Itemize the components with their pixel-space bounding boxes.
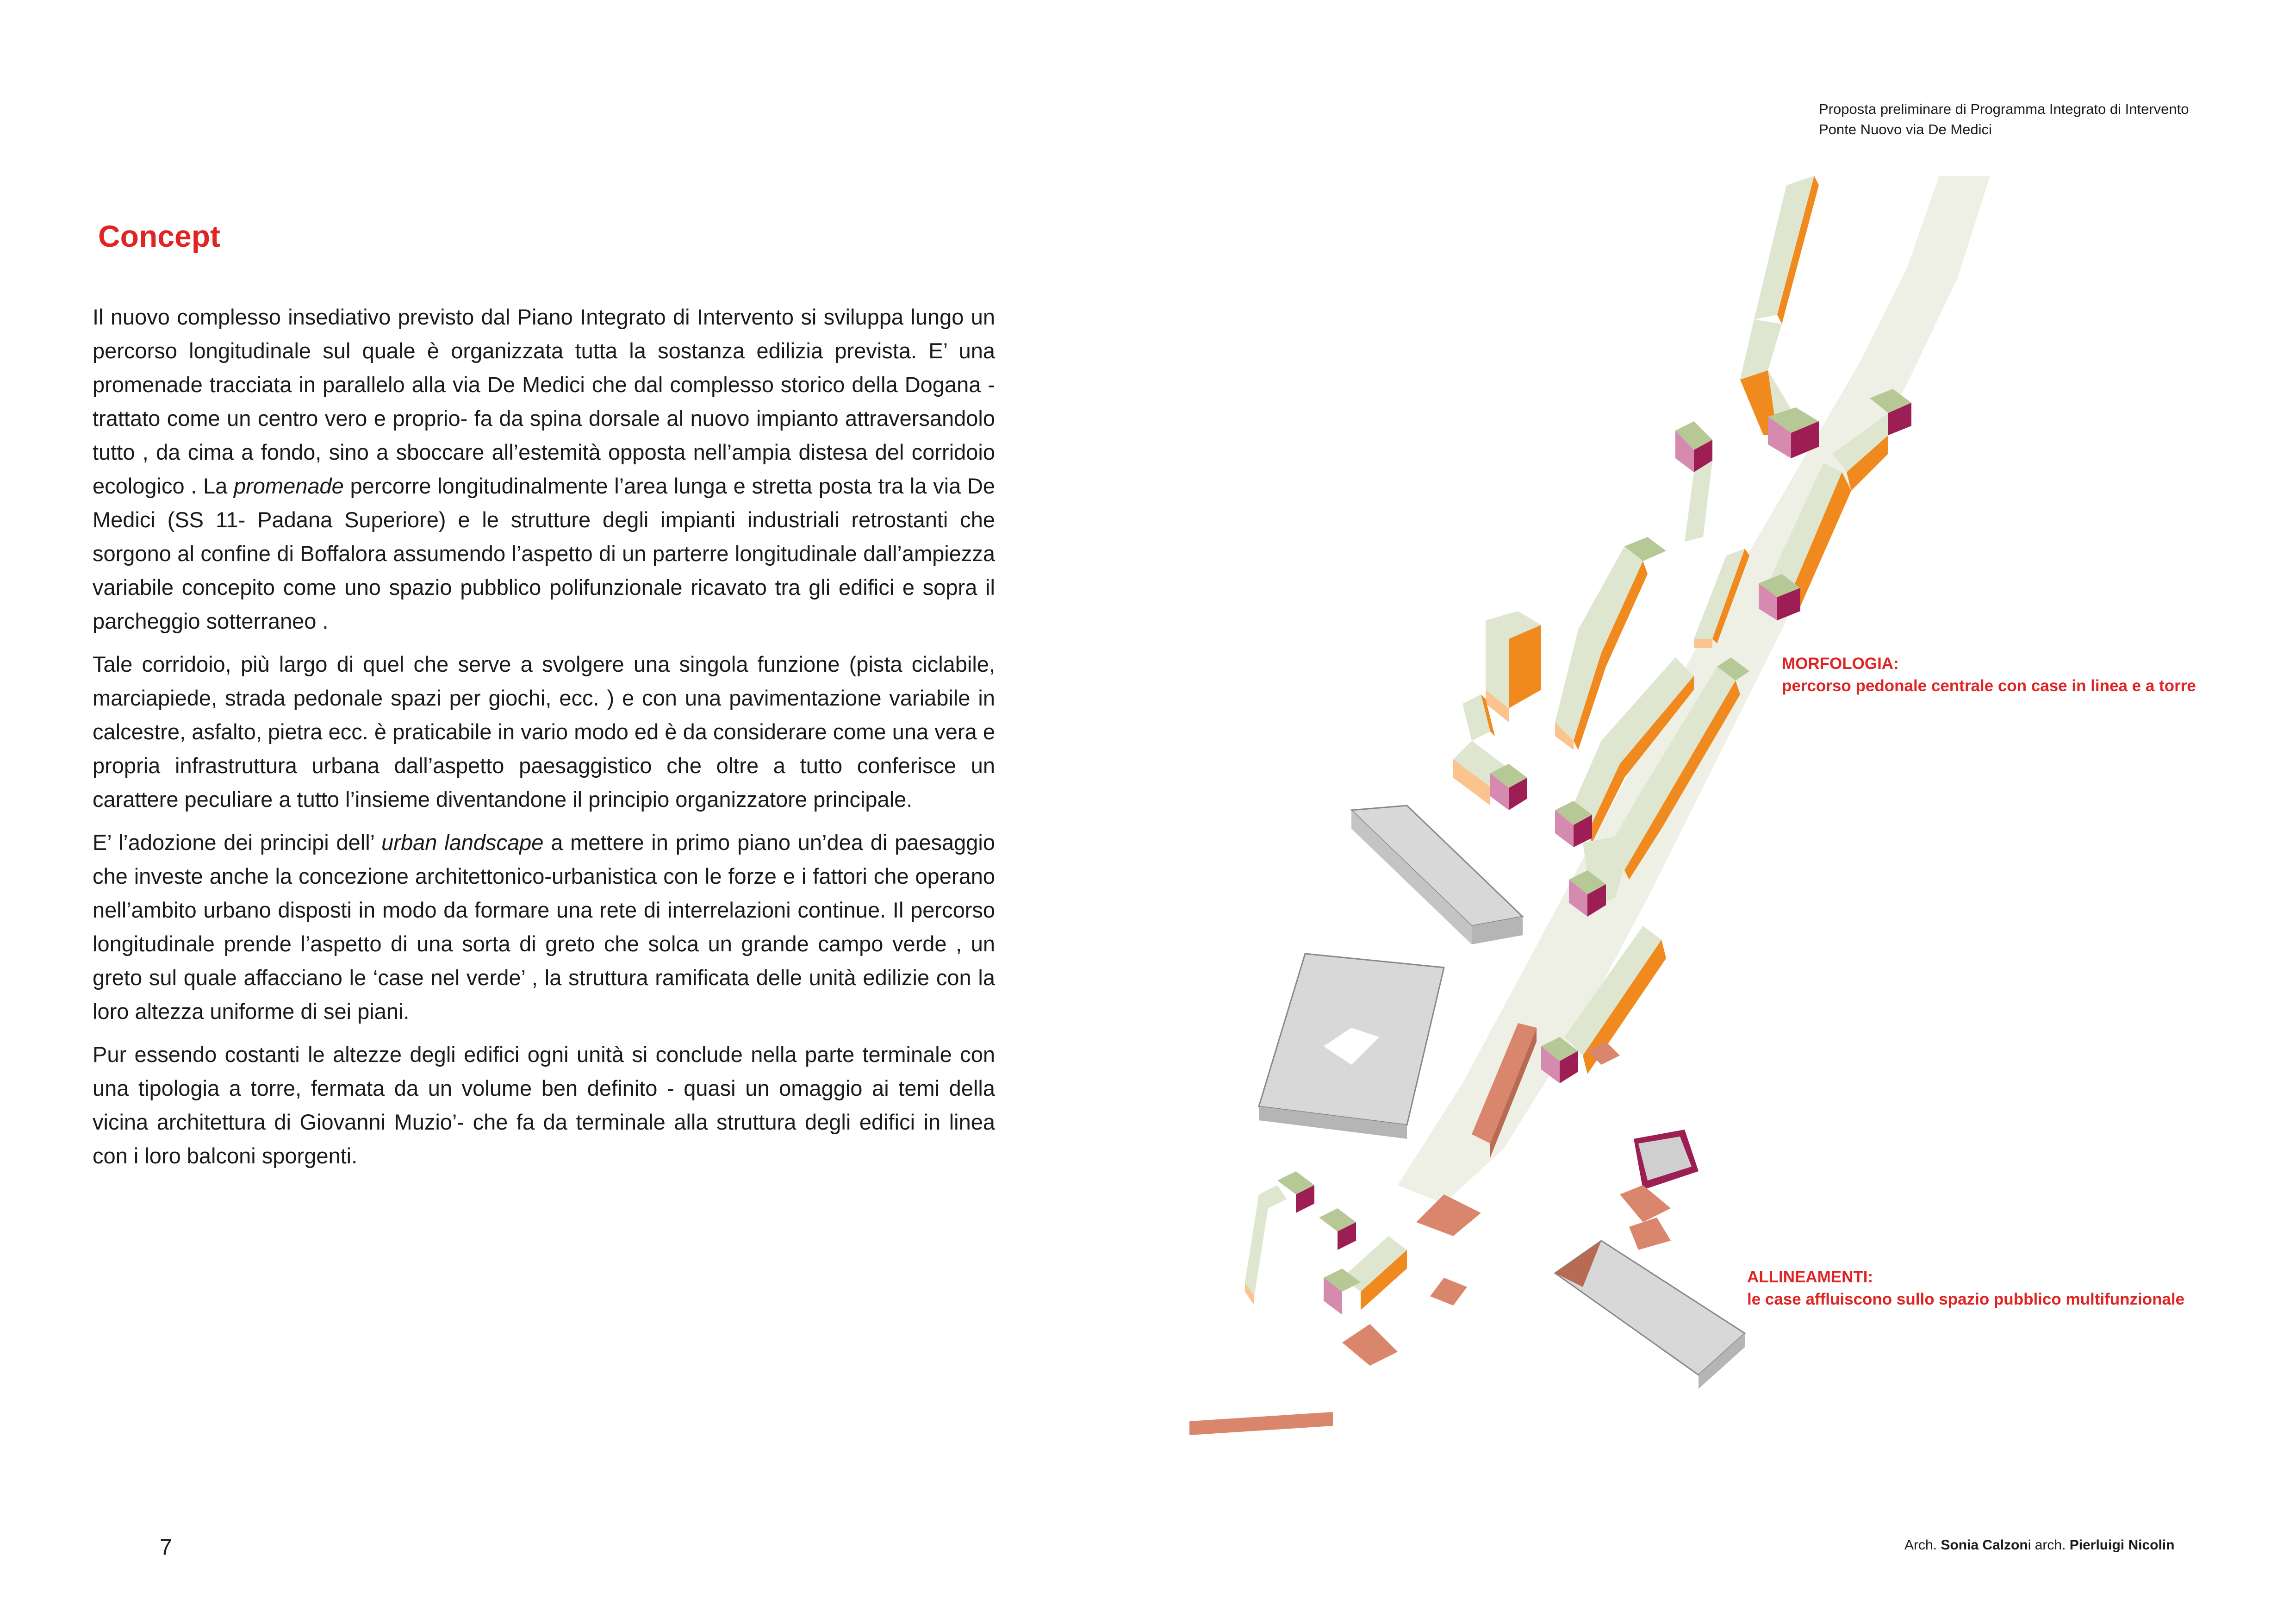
residential-block <box>1740 176 1819 458</box>
credits-name-2: Pierluigi Nicolin <box>2069 1537 2175 1553</box>
paragraph-1-part-b: percorre longitudinalmente l’area lunga e stretta posta tra la via De Medici (SS 11- Padana Superiore) e le strutture degli impianti industriali retrostanti che sorgono al confine di Boffalora assumendo l’aspetto di un parterre longitudinale dall’ampiezza variabile concepito come uno spazio pubblico polifunzionale ricavato tra gli edifici e sopra il parcheggio sotterraneo . <box>93 474 996 633</box>
paragraph-1-emphasis: promenade <box>233 474 344 498</box>
project-header-line-1: Proposta preliminare di Programma Integrato di Intervento <box>1819 101 2189 117</box>
courtyard-shed <box>1259 954 1444 1139</box>
morfologia-text: percorso pedonale centrale con case in linea e a torre <box>1782 677 2196 695</box>
residential-block <box>1453 694 1527 810</box>
credits <box>1904 1536 2174 1555</box>
church-building <box>1620 1130 1699 1222</box>
paragraph-1-part-a: Il nuovo complesso insediativo previsto dal Piano Integrato di Intervento si sviluppa lungo un percorso longitudinale sul quale è organizzata tutta la sostanza edilizia prevista. E’ una promenade tracciata in parallelo alla via De Medici che dal complesso storico della Dogana - trattato come un centro vero e proprio- fa da spina dorsale al nuovo impianto attraversandolo tutto , da cima a fondo, sino a sboccare all’estemità opposta nell’ampia distesa del corridoio ecologico . La <box>93 305 995 498</box>
paragraph-4: Pur essendo costanti le altezze degli edifici ogni unità si conclude nella parte terminale con una tipologia a torre, fermata da un volume ben definito - quasi un omaggio ai temi della vicina architettura di Giovanni Muzio’- che fa da terminale alla struttura degli edifici in linea con i loro balconi sporgenti. <box>93 1042 995 1168</box>
project-header-line-2: Ponte Nuovo via De Medici <box>1819 121 1992 137</box>
morfologia-title: MORFOLOGIA: <box>1782 655 1899 673</box>
body-text <box>93 300 995 1182</box>
industrial-shed <box>1351 806 1523 944</box>
credits-prefix: Arch. <box>1904 1537 1941 1553</box>
morfologia-caption <box>1782 653 2196 697</box>
paragraph-2: Tale corridoio, più largo di quel che serve a svolgere una singola funzione (pista ciclabile, marciapiede, strada pedonale spazi per giochi, ecc. ) e con una pavimentazione variabile in calcestre, asfalto, pietra ecc. è praticabile in vario modo ed è da considerare come una vera e propria infrastruttura urbana dall’aspetto paesaggistico che oltre a tutto conferisce un carattere peculiare a tutto l’insieme diventandone il principio organizzatore principale. <box>93 652 995 812</box>
allineamenti-caption <box>1747 1266 2184 1311</box>
paragraph-3-part-a: E’ l’adozione dei principi dell’ <box>93 830 382 855</box>
paragraph-3-emphasis: urban landscape <box>381 830 544 855</box>
credits-mid: i arch. <box>2028 1537 2070 1553</box>
long-shed <box>1555 1241 1745 1389</box>
paragraph-3-part-b: a mettere in primo piano un’dea di paesaggio che investe anche la concezione architettonico-urbanistica con le forze e i fattori che operano nell’ambito urbano disposti in modo da formare una rete di interrelazioni continue. Il percorso longitudinale prende l’aspetto di una sorta di greto che solca un grande campo verde , un greto sul quale affacciano le ‘case nel verde’ , la struttura ramificata delle unità edilizie con la loro altezza uniforme di sei piani. <box>93 830 995 1024</box>
page-number: 7 <box>160 1535 172 1560</box>
project-header <box>1819 99 2259 140</box>
allineamenti-text: le case affluiscono sullo spazio pubblico multifunzionale <box>1747 1290 2185 1308</box>
page-title: Concept <box>98 219 220 253</box>
credits-name-1: Sonia Calzon <box>1941 1537 2028 1553</box>
paragraph-3 <box>93 825 995 1028</box>
residential-block <box>1486 611 1541 722</box>
allineamenti-title: ALLINEAMENTI: <box>1747 1268 1873 1286</box>
paragraph-1 <box>93 300 995 638</box>
residential-block <box>1245 1171 1407 1315</box>
